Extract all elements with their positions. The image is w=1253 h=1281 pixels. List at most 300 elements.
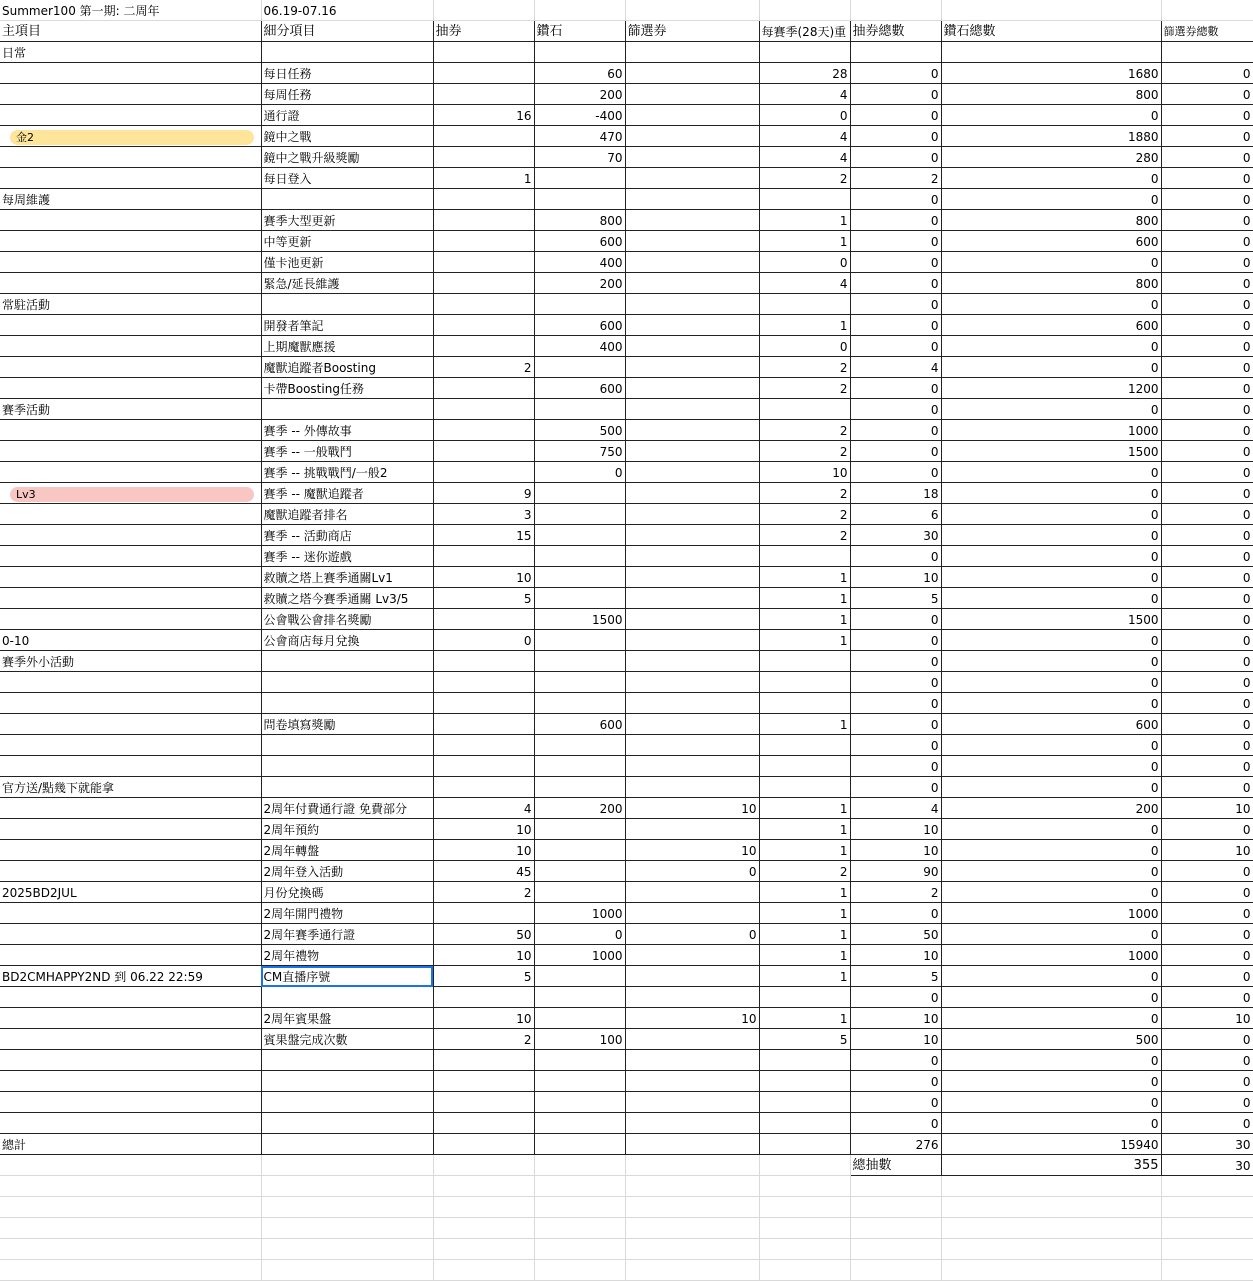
draw-cell[interactable]: 10 [433, 1008, 534, 1029]
diamond-total-cell[interactable]: 800 [941, 273, 1161, 294]
draw-total-cell[interactable]: 0 [850, 672, 941, 693]
diamond-total-cell[interactable]: 0 [941, 1050, 1161, 1071]
selection-total-cell[interactable]: 0 [1161, 945, 1253, 966]
per-season-cell[interactable]: 1 [759, 231, 850, 252]
selection-total-cell[interactable]: 0 [1161, 294, 1253, 315]
main-item-cell[interactable] [0, 504, 261, 525]
selection-cell[interactable] [625, 357, 759, 378]
draw-cell[interactable]: 15 [433, 525, 534, 546]
selection-cell[interactable] [625, 609, 759, 630]
per-season-cell[interactable]: 1 [759, 609, 850, 630]
draw-total-cell[interactable]: 0 [850, 336, 941, 357]
selection-total-cell[interactable]: 0 [1161, 1113, 1253, 1134]
diamond-total-cell[interactable]: 0 [941, 189, 1161, 210]
sub-item-cell[interactable]: 救贖之塔上賽季通關Lv1 [261, 567, 433, 588]
main-item-cell[interactable] [0, 714, 261, 735]
diamond-total-cell[interactable]: 600 [941, 315, 1161, 336]
diamond-cell[interactable]: 200 [534, 84, 625, 105]
draw-cell[interactable] [433, 147, 534, 168]
sub-item-cell[interactable]: 賽季 -- 挑戰戰鬥/一般2 [261, 462, 433, 483]
sub-item-cell[interactable]: 魔獸追蹤者排名 [261, 504, 433, 525]
selection-total-cell[interactable]: 0 [1161, 882, 1253, 903]
sub-item-cell[interactable] [261, 672, 433, 693]
sub-item-cell[interactable]: CM直播序號 [261, 966, 433, 987]
selection-cell[interactable] [625, 1050, 759, 1071]
diamond-total-cell[interactable]: 0 [941, 987, 1161, 1008]
draw-cell[interactable] [433, 1092, 534, 1113]
diamond-total-cell[interactable]: 0 [941, 777, 1161, 798]
draw-total-cell[interactable]: 0 [850, 126, 941, 147]
selection-cell[interactable] [625, 504, 759, 525]
diamond-total-cell[interactable]: 1880 [941, 126, 1161, 147]
sub-item-cell[interactable]: 賽季 -- 魔獸追蹤者 [261, 483, 433, 504]
diamond-total-cell[interactable]: 1000 [941, 903, 1161, 924]
per-season-cell[interactable]: 2 [759, 441, 850, 462]
sheet-title-cell[interactable]: Summer100 第一期: 二周年 [0, 0, 261, 21]
draw-cell[interactable] [433, 1113, 534, 1134]
selection-total-cell[interactable]: 0 [1161, 252, 1253, 273]
selection-cell[interactable] [625, 294, 759, 315]
sub-item-cell[interactable]: 僅卡池更新 [261, 252, 433, 273]
per-season-cell[interactable]: 1 [759, 714, 850, 735]
empty-cell[interactable] [0, 1218, 261, 1239]
draw-cell[interactable] [433, 420, 534, 441]
sub-item-cell[interactable]: 2周年賓果盤 [261, 1008, 433, 1029]
diamond-cell[interactable]: 800 [534, 210, 625, 231]
selection-total-cell[interactable]: 0 [1161, 987, 1253, 1008]
draw-total-cell[interactable]: 0 [850, 315, 941, 336]
diamond-cell[interactable]: -400 [534, 105, 625, 126]
sub-item-cell[interactable]: 賽季 -- 外傳故事 [261, 420, 433, 441]
draw-total-cell[interactable]: 90 [850, 861, 941, 882]
diamond-cell[interactable]: 0 [534, 462, 625, 483]
per-season-cell[interactable] [759, 546, 850, 567]
selection-cell[interactable] [625, 966, 759, 987]
diamond-cell[interactable]: 1000 [534, 903, 625, 924]
per-season-cell[interactable]: 5 [759, 1029, 850, 1050]
draw-total-cell[interactable]: 0 [850, 1071, 941, 1092]
diamond-total-cell[interactable]: 1000 [941, 945, 1161, 966]
header-diamonds[interactable]: 鑽石 [534, 21, 625, 42]
draw-cell[interactable]: 4 [433, 798, 534, 819]
diamond-cell[interactable]: 0 [534, 924, 625, 945]
per-season-cell[interactable] [759, 672, 850, 693]
empty-cell[interactable] [534, 1218, 625, 1239]
sub-item-cell[interactable]: 公會戰公會排名獎勵 [261, 609, 433, 630]
draw-total-cell[interactable]: 0 [850, 210, 941, 231]
empty-cell[interactable] [1161, 1218, 1253, 1239]
empty-cell[interactable] [261, 1260, 433, 1281]
selection-total-cell[interactable]: 0 [1161, 861, 1253, 882]
sub-item-cell[interactable]: 每日任務 [261, 63, 433, 84]
selection-cell[interactable] [625, 168, 759, 189]
empty-cell[interactable] [1161, 1197, 1253, 1218]
draw-cell[interactable] [433, 672, 534, 693]
selection-total-cell[interactable]: 0 [1161, 735, 1253, 756]
per-season-cell[interactable]: 1 [759, 630, 850, 651]
selection-cell[interactable] [625, 714, 759, 735]
empty-cell[interactable] [941, 1218, 1161, 1239]
empty-cell[interactable] [941, 1239, 1161, 1260]
draw-total-cell[interactable]: 2 [850, 168, 941, 189]
draw-cell[interactable]: 10 [433, 567, 534, 588]
selection-total-cell[interactable]: 0 [1161, 924, 1253, 945]
selection-total-cell[interactable]: 0 [1161, 777, 1253, 798]
main-item-cell[interactable]: 0-10 [0, 630, 261, 651]
draw-total-cell[interactable]: 0 [850, 378, 941, 399]
total-selection-cell[interactable]: 30 [1161, 1134, 1253, 1155]
diamond-cell[interactable]: 600 [534, 714, 625, 735]
draw-total-cell[interactable]: 10 [850, 1029, 941, 1050]
diamond-cell[interactable] [534, 987, 625, 1008]
selection-total-cell[interactable]: 0 [1161, 231, 1253, 252]
selection-cell[interactable] [625, 399, 759, 420]
selection-cell[interactable] [625, 105, 759, 126]
diamond-total-cell[interactable]: 600 [941, 714, 1161, 735]
selection-cell[interactable]: 0 [625, 861, 759, 882]
sub-item-cell[interactable]: 鏡中之戰升級獎勵 [261, 147, 433, 168]
draw-cell[interactable] [433, 1071, 534, 1092]
selection-cell[interactable] [625, 378, 759, 399]
main-item-cell[interactable] [0, 567, 261, 588]
main-item-cell[interactable] [0, 168, 261, 189]
draw-total-cell[interactable]: 0 [850, 441, 941, 462]
selection-total-cell[interactable]: 0 [1161, 819, 1253, 840]
empty-cell[interactable] [850, 1239, 941, 1260]
diamond-total-cell[interactable]: 0 [941, 336, 1161, 357]
sub-item-cell[interactable] [261, 189, 433, 210]
draw-total-cell[interactable]: 0 [850, 777, 941, 798]
selection-total-cell[interactable]: 0 [1161, 336, 1253, 357]
diamond-total-cell[interactable]: 0 [941, 399, 1161, 420]
main-item-cell[interactable] [0, 609, 261, 630]
sub-item-cell[interactable]: 問卷填寫獎勵 [261, 714, 433, 735]
per-season-cell[interactable]: 2 [759, 525, 850, 546]
main-item-cell[interactable] [0, 315, 261, 336]
draw-total-cell[interactable]: 0 [850, 63, 941, 84]
draw-total-cell[interactable]: 10 [850, 819, 941, 840]
per-season-cell[interactable]: 1 [759, 924, 850, 945]
sub-item-cell[interactable]: 中等更新 [261, 231, 433, 252]
per-season-cell[interactable]: 1 [759, 819, 850, 840]
selection-cell[interactable]: 10 [625, 798, 759, 819]
draw-cell[interactable]: 2 [433, 1029, 534, 1050]
draw-cell[interactable] [433, 210, 534, 231]
draw-cell[interactable]: 5 [433, 588, 534, 609]
main-item-cell[interactable] [0, 672, 261, 693]
selection-total-cell[interactable]: 0 [1161, 651, 1253, 672]
sub-item-cell[interactable]: 賽季 -- 一般戰鬥 [261, 441, 433, 462]
selection-cell[interactable] [625, 210, 759, 231]
main-item-cell[interactable]: 官方送/點幾下就能拿 [0, 777, 261, 798]
diamond-cell[interactable]: 60 [534, 63, 625, 84]
main-item-cell[interactable] [0, 420, 261, 441]
diamond-cell[interactable]: 600 [534, 231, 625, 252]
selection-total-cell[interactable]: 0 [1161, 672, 1253, 693]
empty-cell[interactable] [759, 1197, 850, 1218]
summary-label-cell[interactable]: 總抽數 [850, 1155, 941, 1176]
main-item-cell[interactable] [0, 798, 261, 819]
selection-total-cell[interactable]: 0 [1161, 462, 1253, 483]
per-season-cell[interactable]: 2 [759, 504, 850, 525]
per-season-cell[interactable]: 1 [759, 840, 850, 861]
diamond-total-cell[interactable]: 0 [941, 630, 1161, 651]
empty-cell[interactable] [850, 1197, 941, 1218]
diamond-total-cell[interactable]: 0 [941, 357, 1161, 378]
diamond-total-cell[interactable]: 0 [941, 966, 1161, 987]
draw-total-cell[interactable]: 10 [850, 1008, 941, 1029]
selection-total-cell[interactable]: 0 [1161, 420, 1253, 441]
diamond-cell[interactable]: 200 [534, 273, 625, 294]
draw-total-cell[interactable]: 0 [850, 231, 941, 252]
draw-cell[interactable]: 5 [433, 966, 534, 987]
diamond-cell[interactable]: 470 [534, 126, 625, 147]
main-item-cell[interactable]: 2025BD2JUL [0, 882, 261, 903]
draw-cell[interactable] [433, 987, 534, 1008]
sub-item-cell[interactable] [261, 1071, 433, 1092]
per-season-cell[interactable]: 2 [759, 378, 850, 399]
header-per-season[interactable]: 每賽季(28天)重 [759, 21, 850, 42]
selection-cell[interactable] [625, 273, 759, 294]
diamond-cell[interactable] [534, 483, 625, 504]
draw-cell[interactable] [433, 609, 534, 630]
selection-total-cell[interactable]: 0 [1161, 525, 1253, 546]
draw-total-cell[interactable]: 18 [850, 483, 941, 504]
diamond-total-cell[interactable]: 600 [941, 231, 1161, 252]
diamond-total-cell[interactable]: 0 [941, 252, 1161, 273]
selection-cell[interactable] [625, 483, 759, 504]
diamond-cell[interactable] [534, 1092, 625, 1113]
selection-cell[interactable] [625, 336, 759, 357]
sub-item-cell[interactable]: 上期魔獸應援 [261, 336, 433, 357]
draw-total-cell[interactable]: 0 [850, 756, 941, 777]
selection-total-cell[interactable]: 0 [1161, 105, 1253, 126]
diamond-total-cell[interactable]: 0 [941, 588, 1161, 609]
diamond-total-cell[interactable]: 200 [941, 798, 1161, 819]
empty-cell[interactable] [850, 1176, 941, 1197]
per-season-cell[interactable]: 2 [759, 861, 850, 882]
selection-total-cell[interactable]: 0 [1161, 378, 1253, 399]
selection-cell[interactable] [625, 315, 759, 336]
selection-cell[interactable] [625, 630, 759, 651]
main-item-cell[interactable] [0, 378, 261, 399]
selection-cell[interactable] [625, 1092, 759, 1113]
draw-total-cell[interactable]: 0 [850, 294, 941, 315]
per-season-cell[interactable] [759, 693, 850, 714]
draw-total-cell[interactable]: 0 [850, 399, 941, 420]
selection-total-cell[interactable]: 0 [1161, 1071, 1253, 1092]
per-season-cell[interactable] [759, 777, 850, 798]
main-item-cell[interactable] [0, 462, 261, 483]
main-item-cell[interactable] [0, 525, 261, 546]
sub-item-cell[interactable]: 每日登入 [261, 168, 433, 189]
selection-cell[interactable] [625, 756, 759, 777]
selection-total-cell[interactable]: 0 [1161, 546, 1253, 567]
empty-cell[interactable] [433, 1218, 534, 1239]
diamond-cell[interactable] [534, 735, 625, 756]
draw-total-cell[interactable]: 4 [850, 798, 941, 819]
per-season-cell[interactable]: 28 [759, 63, 850, 84]
draw-total-cell[interactable]: 30 [850, 525, 941, 546]
selection-total-cell[interactable]: 0 [1161, 1092, 1253, 1113]
empty-cell[interactable] [625, 1239, 759, 1260]
draw-cell[interactable] [433, 84, 534, 105]
selection-cell[interactable] [625, 63, 759, 84]
main-item-cell[interactable] [0, 147, 261, 168]
empty-cell[interactable] [534, 1134, 625, 1155]
draw-cell[interactable] [433, 252, 534, 273]
draw-cell[interactable] [433, 546, 534, 567]
main-item-cell[interactable] [0, 441, 261, 462]
sub-item-cell[interactable] [261, 987, 433, 1008]
draw-total-cell[interactable]: 0 [850, 273, 941, 294]
summary-selection-cell[interactable]: 30 [1161, 1155, 1253, 1176]
draw-cell[interactable] [433, 651, 534, 672]
selection-total-cell[interactable]: 10 [1161, 1008, 1253, 1029]
main-item-cell[interactable]: BD2CMHAPPY2ND 到 06.22 22:59 [0, 966, 261, 987]
draw-total-cell[interactable]: 0 [850, 735, 941, 756]
per-season-cell[interactable]: 1 [759, 567, 850, 588]
draw-total-cell[interactable]: 0 [850, 1113, 941, 1134]
diamond-cell[interactable] [534, 819, 625, 840]
main-item-cell[interactable] [0, 735, 261, 756]
draw-cell[interactable]: 50 [433, 924, 534, 945]
sub-item-cell[interactable]: 2周年轉盤 [261, 840, 433, 861]
sub-item-cell[interactable]: 賽季 -- 活動商店 [261, 525, 433, 546]
dropdown-chip[interactable]: 金2 [10, 130, 254, 145]
main-item-cell[interactable] [0, 756, 261, 777]
diamond-total-cell[interactable]: 0 [941, 1008, 1161, 1029]
sub-item-cell[interactable]: 賽季 -- 迷你遊戲 [261, 546, 433, 567]
empty-cell[interactable] [850, 1218, 941, 1239]
draw-total-cell[interactable] [850, 42, 941, 63]
per-season-cell[interactable] [759, 651, 850, 672]
draw-cell[interactable]: 10 [433, 840, 534, 861]
per-season-cell[interactable]: 4 [759, 126, 850, 147]
main-item-cell[interactable] [0, 945, 261, 966]
draw-total-cell[interactable]: 0 [850, 252, 941, 273]
diamond-cell[interactable] [534, 1008, 625, 1029]
draw-total-cell[interactable]: 4 [850, 357, 941, 378]
selection-cell[interactable] [625, 126, 759, 147]
draw-cell[interactable] [433, 777, 534, 798]
sub-item-cell[interactable]: 卡帶Boosting任務 [261, 378, 433, 399]
diamond-cell[interactable]: 500 [534, 420, 625, 441]
selection-cell[interactable] [625, 1029, 759, 1050]
diamond-cell[interactable]: 1000 [534, 945, 625, 966]
selection-total-cell[interactable]: 0 [1161, 1029, 1253, 1050]
draw-cell[interactable] [433, 441, 534, 462]
selection-cell[interactable] [625, 672, 759, 693]
draw-cell[interactable]: 9 [433, 483, 534, 504]
main-item-cell[interactable]: 賽季外小活動 [0, 651, 261, 672]
selection-total-cell[interactable]: 0 [1161, 357, 1253, 378]
diamond-total-cell[interactable]: 0 [941, 693, 1161, 714]
per-season-cell[interactable]: 4 [759, 84, 850, 105]
selection-total-cell[interactable]: 10 [1161, 840, 1253, 861]
sub-item-cell[interactable]: 公會商店每月兌換 [261, 630, 433, 651]
selection-cell[interactable] [625, 231, 759, 252]
sub-item-cell[interactable]: 2周年預約 [261, 819, 433, 840]
header-draw-total[interactable]: 抽券總數 [850, 21, 941, 42]
diamond-total-cell[interactable]: 0 [941, 1092, 1161, 1113]
selection-cell[interactable] [625, 693, 759, 714]
selection-cell[interactable]: 0 [625, 924, 759, 945]
selection-cell[interactable] [625, 84, 759, 105]
draw-total-cell[interactable]: 6 [850, 504, 941, 525]
empty-cell[interactable] [625, 1197, 759, 1218]
draw-cell[interactable] [433, 1050, 534, 1071]
selection-total-cell[interactable]: 0 [1161, 567, 1253, 588]
sub-item-cell[interactable] [261, 1092, 433, 1113]
diamond-cell[interactable] [534, 588, 625, 609]
main-item-cell[interactable] [0, 126, 261, 147]
diamond-cell[interactable] [534, 861, 625, 882]
sub-item-cell[interactable] [261, 777, 433, 798]
diamond-cell[interactable]: 100 [534, 1029, 625, 1050]
selection-cell[interactable] [625, 1113, 759, 1134]
empty-cell[interactable] [625, 1176, 759, 1197]
sub-item-cell[interactable] [261, 735, 433, 756]
draw-total-cell[interactable]: 0 [850, 105, 941, 126]
main-item-cell[interactable] [0, 252, 261, 273]
empty-cell[interactable] [759, 1155, 850, 1176]
sub-item-cell[interactable]: 2周年付費通行證 免費部分 [261, 798, 433, 819]
draw-total-cell[interactable]: 10 [850, 567, 941, 588]
sub-item-cell[interactable]: 救贖之塔今賽季通關 Lv3/5 [261, 588, 433, 609]
diamond-total-cell[interactable]: 0 [941, 462, 1161, 483]
selection-total-cell[interactable]: 0 [1161, 483, 1253, 504]
draw-total-cell[interactable]: 50 [850, 924, 941, 945]
selection-cell[interactable] [625, 462, 759, 483]
empty-cell[interactable] [941, 1260, 1161, 1281]
per-season-cell[interactable]: 2 [759, 168, 850, 189]
selection-total-cell[interactable]: 0 [1161, 903, 1253, 924]
total-draw-cell[interactable]: 276 [850, 1134, 941, 1155]
per-season-cell[interactable] [759, 42, 850, 63]
selection-cell[interactable] [625, 588, 759, 609]
draw-cell[interactable] [433, 189, 534, 210]
draw-total-cell[interactable]: 2 [850, 882, 941, 903]
draw-total-cell[interactable]: 0 [850, 420, 941, 441]
main-item-cell[interactable] [0, 105, 261, 126]
main-item-cell[interactable] [0, 273, 261, 294]
selection-total-cell[interactable]: 0 [1161, 609, 1253, 630]
empty-cell[interactable] [261, 1218, 433, 1239]
summary-value-cell[interactable]: 355 [941, 1155, 1161, 1176]
selection-total-cell[interactable]: 0 [1161, 315, 1253, 336]
main-item-cell[interactable] [0, 84, 261, 105]
main-item-cell[interactable] [0, 210, 261, 231]
diamond-total-cell[interactable]: 0 [941, 525, 1161, 546]
selection-cell[interactable] [625, 252, 759, 273]
main-item-cell[interactable]: 日常 [0, 42, 261, 63]
draw-cell[interactable] [433, 399, 534, 420]
header-diamond-total[interactable]: 鑽石總數 [941, 21, 1161, 42]
main-item-cell[interactable] [0, 1071, 261, 1092]
draw-total-cell[interactable]: 0 [850, 189, 941, 210]
draw-total-cell[interactable]: 0 [850, 1050, 941, 1071]
per-season-cell[interactable]: 0 [759, 105, 850, 126]
selection-cell[interactable] [625, 987, 759, 1008]
diamond-total-cell[interactable]: 0 [941, 840, 1161, 861]
diamond-total-cell[interactable]: 0 [941, 651, 1161, 672]
diamond-cell[interactable]: 750 [534, 441, 625, 462]
main-item-cell[interactable] [0, 1029, 261, 1050]
draw-total-cell[interactable]: 5 [850, 966, 941, 987]
diamond-cell[interactable] [534, 966, 625, 987]
main-item-cell[interactable] [0, 861, 261, 882]
